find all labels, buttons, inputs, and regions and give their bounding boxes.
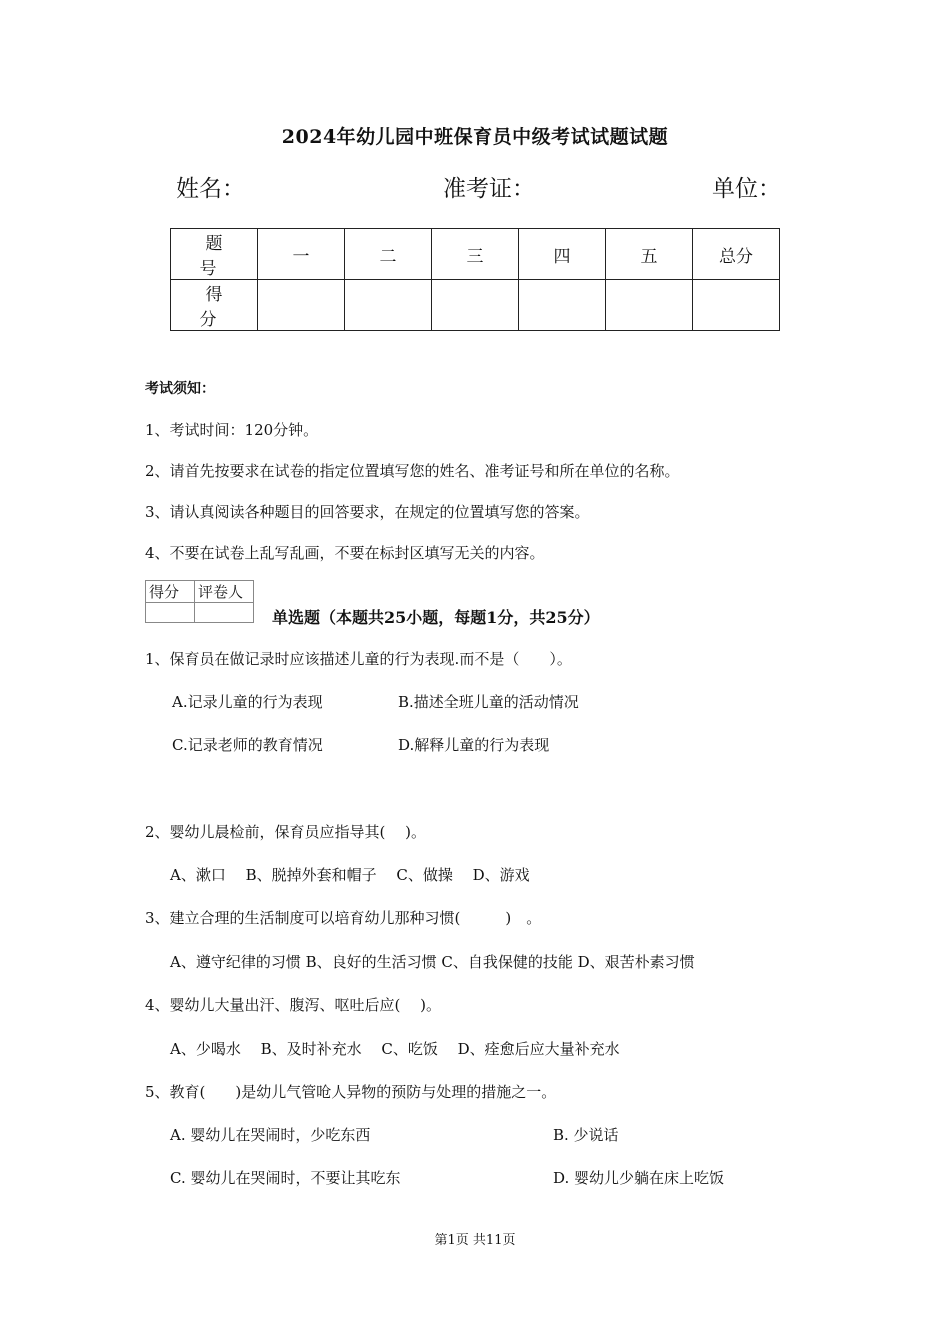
- question-5-option-b[interactable]: B. 少说话: [553, 1126, 619, 1144]
- grader-score-label: 得分: [146, 581, 195, 603]
- section-title: 单选题（本题共25小题，每题1分，共25分）: [272, 608, 600, 627]
- question-5-option-a[interactable]: A. 婴幼儿在哭闹时，少吃东西: [170, 1126, 371, 1144]
- score-entry-cell[interactable]: [693, 280, 780, 331]
- notice-item: 4、不要在试卷上乱写乱画，不要在标封区填写无关的内容。: [145, 544, 545, 562]
- unit-field-label: 单位：: [712, 176, 781, 202]
- score-table-cell: 得 分: [171, 280, 258, 331]
- notice-item: 3、请认真阅读各种题目的回答要求，在规定的位置填写您的答案。: [145, 503, 590, 521]
- question-1-option-b[interactable]: B.描述全班儿童的活动情况: [398, 693, 579, 711]
- score-table-cell: 一: [258, 229, 345, 280]
- score-entry-cell[interactable]: [432, 280, 519, 331]
- score-table-cell: 二: [345, 229, 432, 280]
- grader-box: [145, 580, 254, 623]
- score-table-cell: 总分: [693, 229, 780, 280]
- grader-name-cell[interactable]: [195, 603, 254, 623]
- score-table-cell: 题 号: [171, 229, 258, 280]
- score-table-cell: 三: [432, 229, 519, 280]
- question-1-option-c[interactable]: C.记录老师的教育情况: [172, 736, 323, 754]
- question-4-options[interactable]: A、少喝水 B、及时补充水 C、吃饭 D、痊愈后应大量补充水: [170, 1040, 620, 1058]
- page-footer: 第1页 共11页: [434, 1233, 516, 1248]
- grader-name-label: 评卷人: [195, 581, 254, 603]
- question-1-option-d[interactable]: D.解释儿童的行为表现: [398, 736, 550, 754]
- score-entry-cell[interactable]: [345, 280, 432, 331]
- question-5: 5、教育( )是幼儿气管呛人异物的预防与处理的措施之一。: [145, 1083, 557, 1101]
- notice-title: 考试须知：: [145, 381, 215, 397]
- score-entry-cell[interactable]: [519, 280, 606, 331]
- name-field-label: 姓名：: [176, 176, 245, 202]
- notice-item: 1、考试时间：120分钟。: [145, 421, 319, 439]
- question-5-option-d[interactable]: D. 婴幼儿少躺在床上吃饭: [553, 1169, 725, 1187]
- question-4: 4、婴幼儿大量出汗、腹泻、呕吐后应( )。: [145, 996, 442, 1014]
- question-3-options[interactable]: A、遵守纪律的习惯 B、良好的生活习惯 C、自我保健的技能 D、艰苦朴素习惯: [170, 953, 695, 971]
- question-5-option-c[interactable]: C. 婴幼儿在哭闹时，不要让其吃东: [170, 1169, 401, 1187]
- notice-item: 2、请首先按要求在试卷的指定位置填写您的姓名、准考证号和所在单位的名称。: [145, 462, 680, 480]
- score-table-score-row: [171, 280, 780, 331]
- grader-score-cell[interactable]: [146, 603, 195, 623]
- question-2-options[interactable]: A、漱口 B、脱掉外套和帽子 C、做操 D、游戏: [170, 866, 530, 884]
- question-1: 1、保育员在做记录时应该描述儿童的行为表现.而不是（ ）。: [145, 650, 572, 668]
- score-table: [170, 228, 780, 331]
- score-entry-cell[interactable]: [606, 280, 693, 331]
- score-entry-cell[interactable]: [258, 280, 345, 331]
- question-2: 2、婴幼儿晨检前，保育员应指导其( )。: [145, 823, 427, 841]
- question-1-option-a[interactable]: A.记录儿童的行为表现: [172, 693, 323, 711]
- score-table-cell: 五: [606, 229, 693, 280]
- score-table-cell: 四: [519, 229, 606, 280]
- question-3: 3、建立合理的生活制度可以培育幼儿那种习惯( ) 。: [145, 909, 542, 927]
- exam-id-field-label: 准考证：: [443, 176, 535, 202]
- score-table-header-row: [171, 229, 780, 280]
- page-title: 2024年幼儿园中班保育员中级考试试题试题: [281, 126, 669, 148]
